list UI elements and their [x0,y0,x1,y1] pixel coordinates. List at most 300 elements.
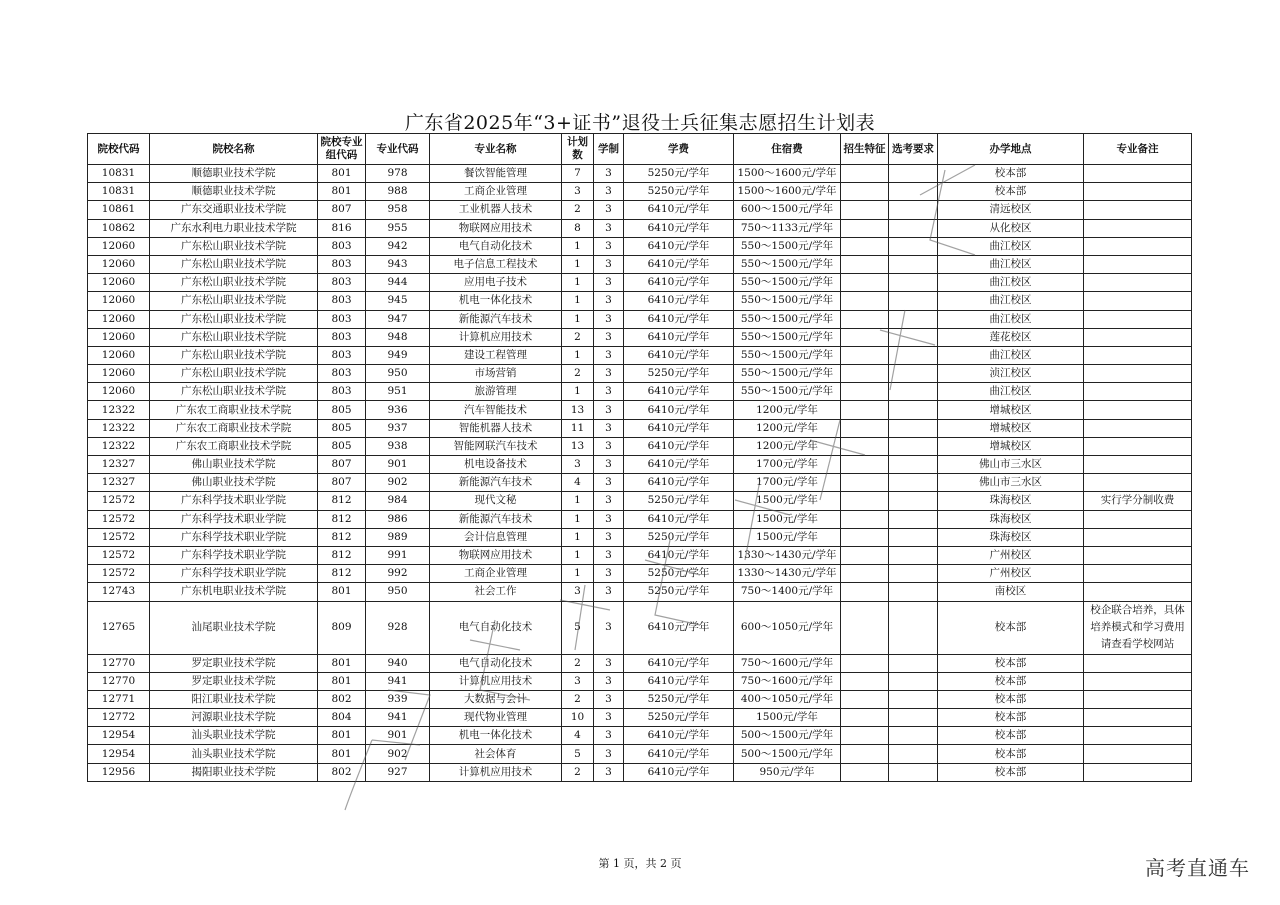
cell-school-code: 12060 [88,346,150,364]
cell-tuition: 6410元/学年 [624,474,734,492]
cell-tuition: 6410元/学年 [624,310,734,328]
cell-school-name: 广东科学技术职业学院 [150,546,318,564]
cell-school-code: 12954 [88,745,150,763]
cell-tuition: 6410元/学年 [624,745,734,763]
col-header-school-code: 院校代码 [88,134,150,165]
cell-plan-count: 1 [562,528,594,546]
cell-school-code: 12743 [88,583,150,601]
col-header-subject-requirement: 选考要求 [889,134,938,165]
cell-major-code: 988 [366,183,430,201]
cell-accommodation: 750～1600元/学年 [734,654,841,672]
cell-school-name: 罗定职业技术学院 [150,654,318,672]
cell-enrollment-feature [841,274,889,292]
cell-duration: 3 [594,346,624,364]
cell-tuition: 5250元/学年 [624,583,734,601]
cell-accommodation: 550～1500元/学年 [734,292,841,310]
cell-school-name: 广东松山职业技术学院 [150,328,318,346]
cell-group-code: 802 [318,690,366,708]
cell-major-code: 941 [366,672,430,690]
cell-plan-count: 13 [562,401,594,419]
cell-major-code: 944 [366,274,430,292]
cell-school-code: 12060 [88,237,150,255]
cell-tuition: 5250元/学年 [624,690,734,708]
cell-subject-requirement [889,201,938,219]
cell-tuition: 6410元/学年 [624,510,734,528]
cell-subject-requirement [889,690,938,708]
cell-major-name: 机电设备技术 [430,456,562,474]
cell-remarks [1084,690,1192,708]
cell-accommodation: 1700元/学年 [734,456,841,474]
cell-school-code: 12060 [88,365,150,383]
cell-duration: 3 [594,237,624,255]
cell-major-name: 工业机器人技术 [430,201,562,219]
cell-school-name: 揭阳职业技术学院 [150,763,318,781]
cell-school-code: 12956 [88,763,150,781]
table-row [88,383,1192,401]
cell-group-code: 803 [318,274,366,292]
cell-major-name: 新能源汽车技术 [430,510,562,528]
cell-remarks [1084,274,1192,292]
cell-accommodation: 550～1500元/学年 [734,346,841,364]
cell-remarks [1084,201,1192,219]
cell-campus: 广州校区 [938,565,1084,583]
cell-tuition: 6410元/学年 [624,546,734,564]
cell-plan-count: 3 [562,672,594,690]
cell-tuition: 6410元/学年 [624,328,734,346]
brand-label: 高考直通车 [1145,856,1250,880]
cell-campus: 曲江校区 [938,255,1084,273]
cell-plan-count: 11 [562,419,594,437]
cell-major-name: 物联网应用技术 [430,546,562,564]
cell-duration: 3 [594,383,624,401]
cell-school-code: 12770 [88,672,150,690]
cell-school-code: 12572 [88,492,150,510]
cell-major-code: 940 [366,654,430,672]
cell-remarks [1084,654,1192,672]
col-header-major-name: 专业名称 [430,134,562,165]
cell-group-code: 803 [318,346,366,364]
cell-duration: 3 [594,601,624,654]
cell-duration: 3 [594,274,624,292]
cell-school-code: 12772 [88,709,150,727]
cell-major-name: 餐饮智能管理 [430,165,562,183]
cell-major-code: 948 [366,328,430,346]
cell-campus: 校本部 [938,165,1084,183]
cell-campus: 莲花校区 [938,328,1084,346]
cell-plan-count: 3 [562,583,594,601]
cell-subject-requirement [889,346,938,364]
cell-subject-requirement [889,274,938,292]
cell-school-code: 12327 [88,474,150,492]
cell-major-name: 智能机器人技术 [430,419,562,437]
cell-subject-requirement [889,365,938,383]
cell-group-code: 805 [318,401,366,419]
cell-duration: 3 [594,654,624,672]
table-row [88,583,1192,601]
cell-duration: 3 [594,419,624,437]
cell-campus: 校本部 [938,763,1084,781]
cell-group-code: 807 [318,474,366,492]
cell-school-name: 广东交通职业技术学院 [150,201,318,219]
table-row [88,183,1192,201]
cell-campus: 增城校区 [938,401,1084,419]
cell-plan-count: 2 [562,201,594,219]
cell-duration: 3 [594,763,624,781]
cell-enrollment-feature [841,672,889,690]
cell-subject-requirement [889,727,938,745]
cell-major-name: 现代物业管理 [430,709,562,727]
cell-enrollment-feature [841,183,889,201]
cell-major-code: 955 [366,219,430,237]
cell-enrollment-feature [841,310,889,328]
cell-accommodation: 550～1500元/学年 [734,310,841,328]
cell-enrollment-feature [841,165,889,183]
cell-subject-requirement [889,292,938,310]
table-row [88,255,1192,273]
cell-plan-count: 8 [562,219,594,237]
cell-major-name: 新能源汽车技术 [430,310,562,328]
cell-accommodation: 550～1500元/学年 [734,237,841,255]
cell-school-name: 佛山职业技术学院 [150,456,318,474]
cell-accommodation: 600～1050元/学年 [734,601,841,654]
cell-campus: 校本部 [938,727,1084,745]
cell-school-code: 12060 [88,274,150,292]
cell-major-code: 928 [366,601,430,654]
cell-tuition: 5250元/学年 [624,165,734,183]
cell-tuition: 6410元/学年 [624,274,734,292]
cell-duration: 3 [594,565,624,583]
table-row [88,201,1192,219]
cell-plan-count: 1 [562,310,594,328]
cell-subject-requirement [889,183,938,201]
table-row [88,510,1192,528]
cell-plan-count: 1 [562,383,594,401]
cell-major-code: 901 [366,456,430,474]
cell-enrollment-feature [841,437,889,455]
cell-group-code: 802 [318,763,366,781]
cell-plan-count: 1 [562,292,594,310]
cell-enrollment-feature [841,492,889,510]
cell-campus: 南校区 [938,583,1084,601]
cell-accommodation: 1330～1430元/学年 [734,565,841,583]
cell-subject-requirement [889,763,938,781]
col-header-school-name: 院校名称 [150,134,318,165]
cell-plan-count: 1 [562,565,594,583]
cell-subject-requirement [889,709,938,727]
enrollment-plan-table [87,133,1192,782]
cell-school-code: 10862 [88,219,150,237]
cell-plan-count: 2 [562,654,594,672]
cell-school-code: 12060 [88,310,150,328]
table-row [88,274,1192,292]
cell-campus: 校本部 [938,654,1084,672]
cell-school-name: 广东松山职业技术学院 [150,310,318,328]
cell-remarks [1084,401,1192,419]
cell-plan-count: 10 [562,709,594,727]
cell-school-code: 12060 [88,328,150,346]
cell-accommodation: 750～1400元/学年 [734,583,841,601]
cell-accommodation: 550～1500元/学年 [734,255,841,273]
cell-school-name: 顺德职业技术学院 [150,165,318,183]
cell-major-code: 986 [366,510,430,528]
cell-duration: 3 [594,437,624,455]
cell-school-code: 12322 [88,437,150,455]
table-row [88,727,1192,745]
cell-plan-count: 2 [562,690,594,708]
cell-tuition: 6410元/学年 [624,456,734,474]
cell-major-name: 计算机应用技术 [430,763,562,781]
cell-major-name: 电气自动化技术 [430,654,562,672]
cell-tuition: 6410元/学年 [624,346,734,364]
cell-duration: 3 [594,690,624,708]
cell-remarks [1084,237,1192,255]
cell-enrollment-feature [841,510,889,528]
cell-school-code: 10831 [88,183,150,201]
cell-major-code: 902 [366,745,430,763]
cell-major-code: 937 [366,419,430,437]
cell-major-name: 物联网应用技术 [430,219,562,237]
cell-major-name: 社会体育 [430,745,562,763]
cell-accommodation: 400～1050元/学年 [734,690,841,708]
cell-school-name: 广东松山职业技术学院 [150,346,318,364]
cell-remarks [1084,328,1192,346]
cell-major-code: 951 [366,383,430,401]
cell-major-name: 工商企业管理 [430,565,562,583]
cell-accommodation: 1500～1600元/学年 [734,165,841,183]
table-row [88,492,1192,510]
cell-school-name: 广东科学技术职业学院 [150,510,318,528]
cell-campus: 校本部 [938,672,1084,690]
cell-enrollment-feature [841,456,889,474]
cell-accommodation: 950元/学年 [734,763,841,781]
table-row [88,165,1192,183]
col-header-accommodation: 住宿费 [734,134,841,165]
cell-group-code: 801 [318,165,366,183]
cell-major-name: 机电一体化技术 [430,292,562,310]
cell-group-code: 803 [318,310,366,328]
col-header-duration: 学制 [594,134,624,165]
table-row [88,763,1192,781]
cell-group-code: 803 [318,292,366,310]
cell-school-name: 佛山职业技术学院 [150,474,318,492]
cell-enrollment-feature [841,201,889,219]
cell-subject-requirement [889,474,938,492]
cell-enrollment-feature [841,727,889,745]
cell-campus: 校本部 [938,690,1084,708]
cell-school-code: 12765 [88,601,150,654]
cell-school-name: 汕头职业技术学院 [150,727,318,745]
page-number: 第 1 页，共 2 页 [598,857,682,870]
cell-major-code: 901 [366,727,430,745]
cell-enrollment-feature [841,292,889,310]
col-header-remarks: 专业备注 [1084,134,1192,165]
table-body [88,165,1192,782]
cell-major-name: 计算机应用技术 [430,328,562,346]
cell-remarks [1084,183,1192,201]
cell-plan-count: 2 [562,365,594,383]
cell-subject-requirement [889,528,938,546]
cell-group-code: 809 [318,601,366,654]
cell-campus: 佛山市三水区 [938,456,1084,474]
cell-major-code: 941 [366,709,430,727]
cell-school-code: 12572 [88,510,150,528]
cell-subject-requirement [889,383,938,401]
cell-tuition: 6410元/学年 [624,763,734,781]
cell-plan-count: 2 [562,763,594,781]
cell-campus: 从化校区 [938,219,1084,237]
cell-major-code: 947 [366,310,430,328]
table-row [88,365,1192,383]
cell-group-code: 801 [318,745,366,763]
cell-major-name: 机电一体化技术 [430,727,562,745]
cell-school-name: 汕尾职业技术学院 [150,601,318,654]
cell-school-code: 10861 [88,201,150,219]
cell-school-code: 12770 [88,654,150,672]
cell-school-name: 广东松山职业技术学院 [150,274,318,292]
table-row [88,310,1192,328]
cell-plan-count: 1 [562,510,594,528]
cell-enrollment-feature [841,219,889,237]
header-row [88,134,1192,165]
cell-group-code: 801 [318,672,366,690]
cell-duration: 3 [594,219,624,237]
cell-school-name: 顺德职业技术学院 [150,183,318,201]
cell-campus: 校本部 [938,601,1084,654]
table-row [88,528,1192,546]
cell-accommodation: 500～1500元/学年 [734,745,841,763]
cell-major-code: 958 [366,201,430,219]
cell-subject-requirement [889,546,938,564]
cell-subject-requirement [889,492,938,510]
cell-accommodation: 750～1133元/学年 [734,219,841,237]
cell-remarks [1084,255,1192,273]
cell-school-name: 河源职业技术学院 [150,709,318,727]
cell-group-code: 803 [318,255,366,273]
cell-school-name: 广东松山职业技术学院 [150,365,318,383]
cell-campus: 佛山市三水区 [938,474,1084,492]
cell-tuition: 6410元/学年 [624,401,734,419]
cell-major-name: 新能源汽车技术 [430,474,562,492]
cell-enrollment-feature [841,346,889,364]
cell-plan-count: 4 [562,474,594,492]
cell-school-code: 12954 [88,727,150,745]
col-header-major-code: 专业代码 [366,134,430,165]
cell-tuition: 6410元/学年 [624,601,734,654]
cell-tuition: 6410元/学年 [624,219,734,237]
cell-school-name: 广东松山职业技术学院 [150,237,318,255]
cell-subject-requirement [889,583,938,601]
cell-school-name: 广东科学技术职业学院 [150,565,318,583]
cell-school-code: 12327 [88,456,150,474]
cell-plan-count: 1 [562,274,594,292]
cell-major-name: 电气自动化技术 [430,237,562,255]
cell-accommodation: 550～1500元/学年 [734,365,841,383]
cell-subject-requirement [889,237,938,255]
cell-duration: 3 [594,292,624,310]
cell-school-code: 12060 [88,255,150,273]
cell-remarks [1084,219,1192,237]
cell-group-code: 801 [318,583,366,601]
cell-remarks [1084,437,1192,455]
cell-major-code: 978 [366,165,430,183]
cell-school-code: 12572 [88,546,150,564]
cell-subject-requirement [889,419,938,437]
cell-remarks [1084,510,1192,528]
table-row [88,690,1192,708]
cell-group-code: 812 [318,492,366,510]
cell-enrollment-feature [841,401,889,419]
table-row [88,437,1192,455]
cell-group-code: 812 [318,528,366,546]
cell-subject-requirement [889,310,938,328]
cell-school-name: 广东松山职业技术学院 [150,383,318,401]
cell-duration: 3 [594,672,624,690]
cell-plan-count: 5 [562,601,594,654]
cell-subject-requirement [889,401,938,419]
cell-plan-count: 2 [562,328,594,346]
cell-major-code: 991 [366,546,430,564]
cell-accommodation: 1500元/学年 [734,528,841,546]
cell-group-code: 812 [318,565,366,583]
cell-enrollment-feature [841,237,889,255]
cell-subject-requirement [889,437,938,455]
cell-school-name: 罗定职业技术学院 [150,672,318,690]
cell-duration: 3 [594,474,624,492]
cell-accommodation: 550～1500元/学年 [734,328,841,346]
cell-campus: 校本部 [938,709,1084,727]
cell-major-name: 现代文秘 [430,492,562,510]
table-row [88,709,1192,727]
table-row [88,672,1192,690]
cell-enrollment-feature [841,583,889,601]
cell-tuition: 5250元/学年 [624,565,734,583]
cell-remarks [1084,456,1192,474]
cell-enrollment-feature [841,565,889,583]
cell-school-code: 12572 [88,528,150,546]
cell-school-name: 广东机电职业技术学院 [150,583,318,601]
cell-subject-requirement [889,510,938,528]
cell-group-code: 816 [318,219,366,237]
cell-duration: 3 [594,165,624,183]
cell-major-name: 市场营销 [430,365,562,383]
cell-enrollment-feature [841,654,889,672]
cell-plan-count: 1 [562,255,594,273]
cell-major-name: 旅游管理 [430,383,562,401]
table-row [88,601,1192,654]
cell-remarks: 校企联合培养，具体培养模式和学习费用请查看学校网站 [1084,601,1192,654]
cell-school-name: 广东农工商职业技术学院 [150,437,318,455]
cell-remarks [1084,583,1192,601]
cell-major-code: 992 [366,565,430,583]
cell-campus: 曲江校区 [938,383,1084,401]
cell-tuition: 6410元/学年 [624,672,734,690]
table-header [88,134,1192,165]
cell-school-code: 12322 [88,419,150,437]
cell-major-code: 945 [366,292,430,310]
cell-campus: 曲江校区 [938,292,1084,310]
cell-major-code: 950 [366,365,430,383]
cell-school-name: 阳江职业技术学院 [150,690,318,708]
cell-school-name: 广东松山职业技术学院 [150,292,318,310]
cell-major-name: 工商企业管理 [430,183,562,201]
cell-remarks [1084,745,1192,763]
cell-campus: 珠海校区 [938,528,1084,546]
cell-subject-requirement [889,745,938,763]
cell-duration: 3 [594,510,624,528]
cell-plan-count: 7 [562,165,594,183]
cell-major-name: 汽车智能技术 [430,401,562,419]
cell-enrollment-feature [841,546,889,564]
